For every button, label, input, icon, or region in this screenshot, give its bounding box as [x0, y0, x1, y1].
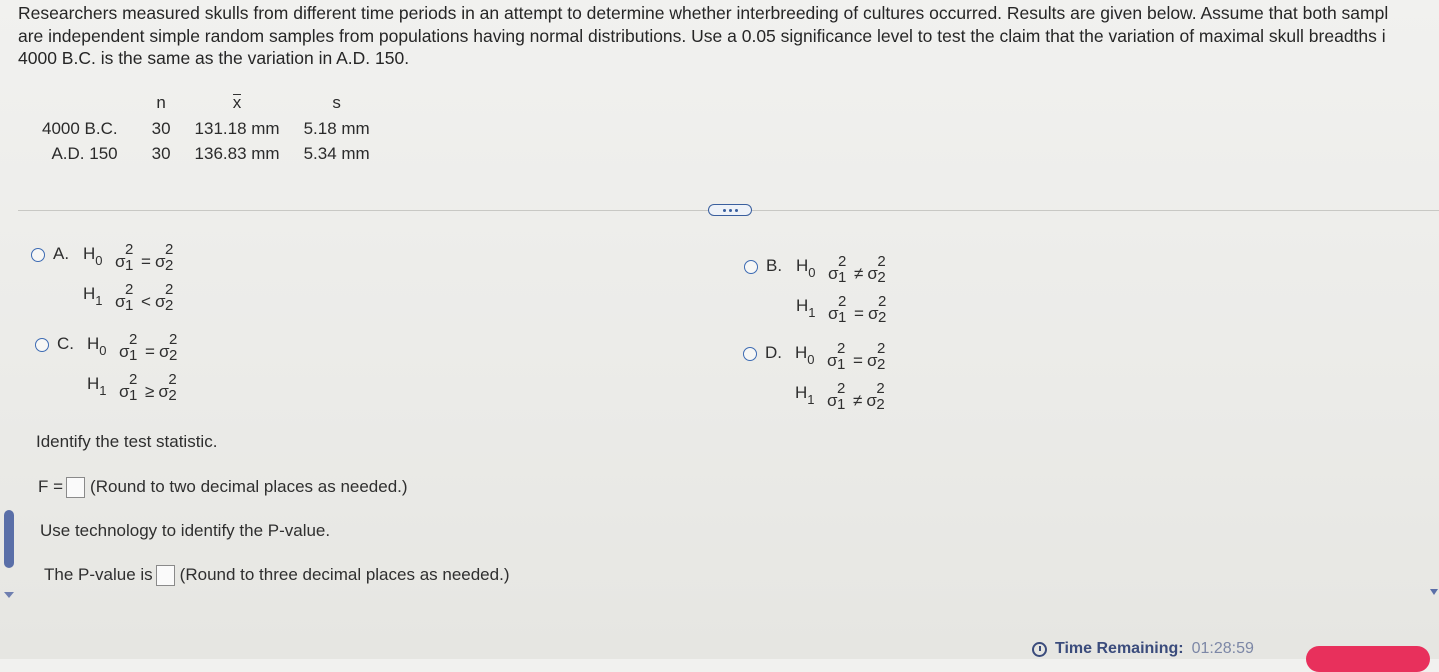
cell-xbar: 131.18 mm	[194, 118, 280, 138]
relation-symbol: <	[141, 292, 151, 311]
null-hypothesis: $H_0$ σ 2 1 = σ 2 2	[87, 331, 178, 364]
table-header-row	[30, 90, 382, 116]
technology-prompt: Use technology to identify the P-value.	[40, 521, 331, 540]
problem-line-1: Researchers measured skulls from different time periods in an attempt to determine whether interbreeding of cultures occurred. Results are given below. Assume that both sampl	[18, 3, 1389, 23]
relation-symbol: ≠	[853, 391, 863, 410]
cell-s: 5.34 mm	[303, 143, 370, 163]
scrollbar-handle[interactable]	[4, 510, 14, 568]
null-hypothesis: $H_0$ σ 2 1 = σ 2 2	[83, 241, 174, 274]
radio-button-a[interactable]	[31, 248, 45, 262]
identify-test-statistic-prompt: Identify the test statistic.	[36, 432, 218, 451]
p-value-row	[44, 565, 509, 586]
header-n: n	[156, 93, 166, 112]
relation-symbol: =	[145, 342, 155, 361]
p-value-rounding-hint: (Round to three decimal places as needed.)	[179, 565, 510, 584]
problem-line-2: are independent simple random samples from populations having normal distributions. Use a 0.05 significance level to test the claim that the variation of maximal skull breadths i	[18, 25, 1386, 46]
header-s: s	[332, 93, 341, 112]
f-statistic-row	[38, 477, 408, 498]
option-c[interactable]	[35, 331, 181, 414]
alternative-hypothesis: $H_1$ σ 2 1 ≥ σ 2 2	[87, 371, 177, 404]
cell-s: 5.18 mm	[303, 118, 370, 138]
relation-symbol: ≥	[145, 382, 155, 401]
next-button[interactable]	[1306, 646, 1430, 672]
relation-symbol: =	[854, 304, 864, 323]
row-label: 4000 B.C.	[42, 118, 118, 138]
dot-icon	[723, 209, 726, 212]
radio-button-c[interactable]	[35, 338, 49, 352]
option-b[interactable]	[744, 253, 890, 336]
cell-xbar: 136.83 mm	[194, 143, 280, 163]
null-hypothesis: $H_0$ σ 2 1 = σ 2 2	[795, 340, 886, 373]
scroll-down-arrow-icon[interactable]	[1430, 589, 1438, 595]
dot-icon	[729, 209, 732, 212]
p-value-label: The P-value is	[44, 565, 153, 584]
cell-n: 30	[151, 143, 171, 163]
relation-symbol: ≠	[854, 264, 864, 283]
alternative-hypothesis: $H_1$ σ 2 1 ≠ σ 2 2	[795, 380, 885, 413]
dot-icon	[735, 209, 738, 212]
radio-button-d[interactable]	[743, 347, 757, 361]
problem-line-3: 4000 B.C. is the same as the variation in A.D. 150.	[18, 48, 410, 68]
f-rounding-hint: (Round to two decimal places as needed.)	[90, 477, 408, 496]
table-row	[30, 141, 382, 166]
alternative-hypothesis: $H_1$ σ 2 1 = σ 2 2	[796, 293, 887, 326]
option-letter: B.	[766, 256, 783, 275]
option-a[interactable]	[31, 241, 177, 324]
radio-button-b[interactable]	[744, 260, 758, 274]
header-xbar: x	[232, 93, 242, 112]
relation-symbol: =	[141, 252, 151, 271]
option-letter: A.	[53, 244, 70, 263]
alternative-hypothesis: $H_1$ σ 2 1 < σ 2 2	[83, 281, 174, 314]
relation-symbol: =	[853, 351, 863, 370]
null-hypothesis: $H_0$ σ 2 1 ≠ σ 2 2	[796, 253, 886, 286]
option-d[interactable]	[743, 340, 889, 423]
time-remaining	[1032, 640, 1254, 658]
timer-value: 01:28:59	[1191, 640, 1254, 657]
option-letter: C.	[57, 334, 74, 353]
option-letter: D.	[765, 343, 782, 362]
table-row	[30, 116, 382, 141]
scroll-down-arrow-icon[interactable]	[4, 592, 14, 598]
clock-icon	[1032, 642, 1047, 657]
row-label: A.D. 150	[51, 143, 118, 163]
f-answer-input[interactable]	[66, 477, 85, 498]
cell-n: 30	[151, 118, 171, 138]
data-table	[30, 90, 382, 166]
hypotheses	[796, 253, 890, 336]
timer-label: Time Remaining:	[1055, 640, 1184, 657]
p-value-input[interactable]	[156, 565, 175, 586]
hypotheses	[795, 340, 889, 423]
problem-statement	[18, 2, 1439, 70]
expand-more-button[interactable]	[708, 204, 752, 216]
hypotheses	[83, 241, 177, 324]
hypotheses	[87, 331, 181, 414]
f-label: F =	[38, 477, 64, 496]
